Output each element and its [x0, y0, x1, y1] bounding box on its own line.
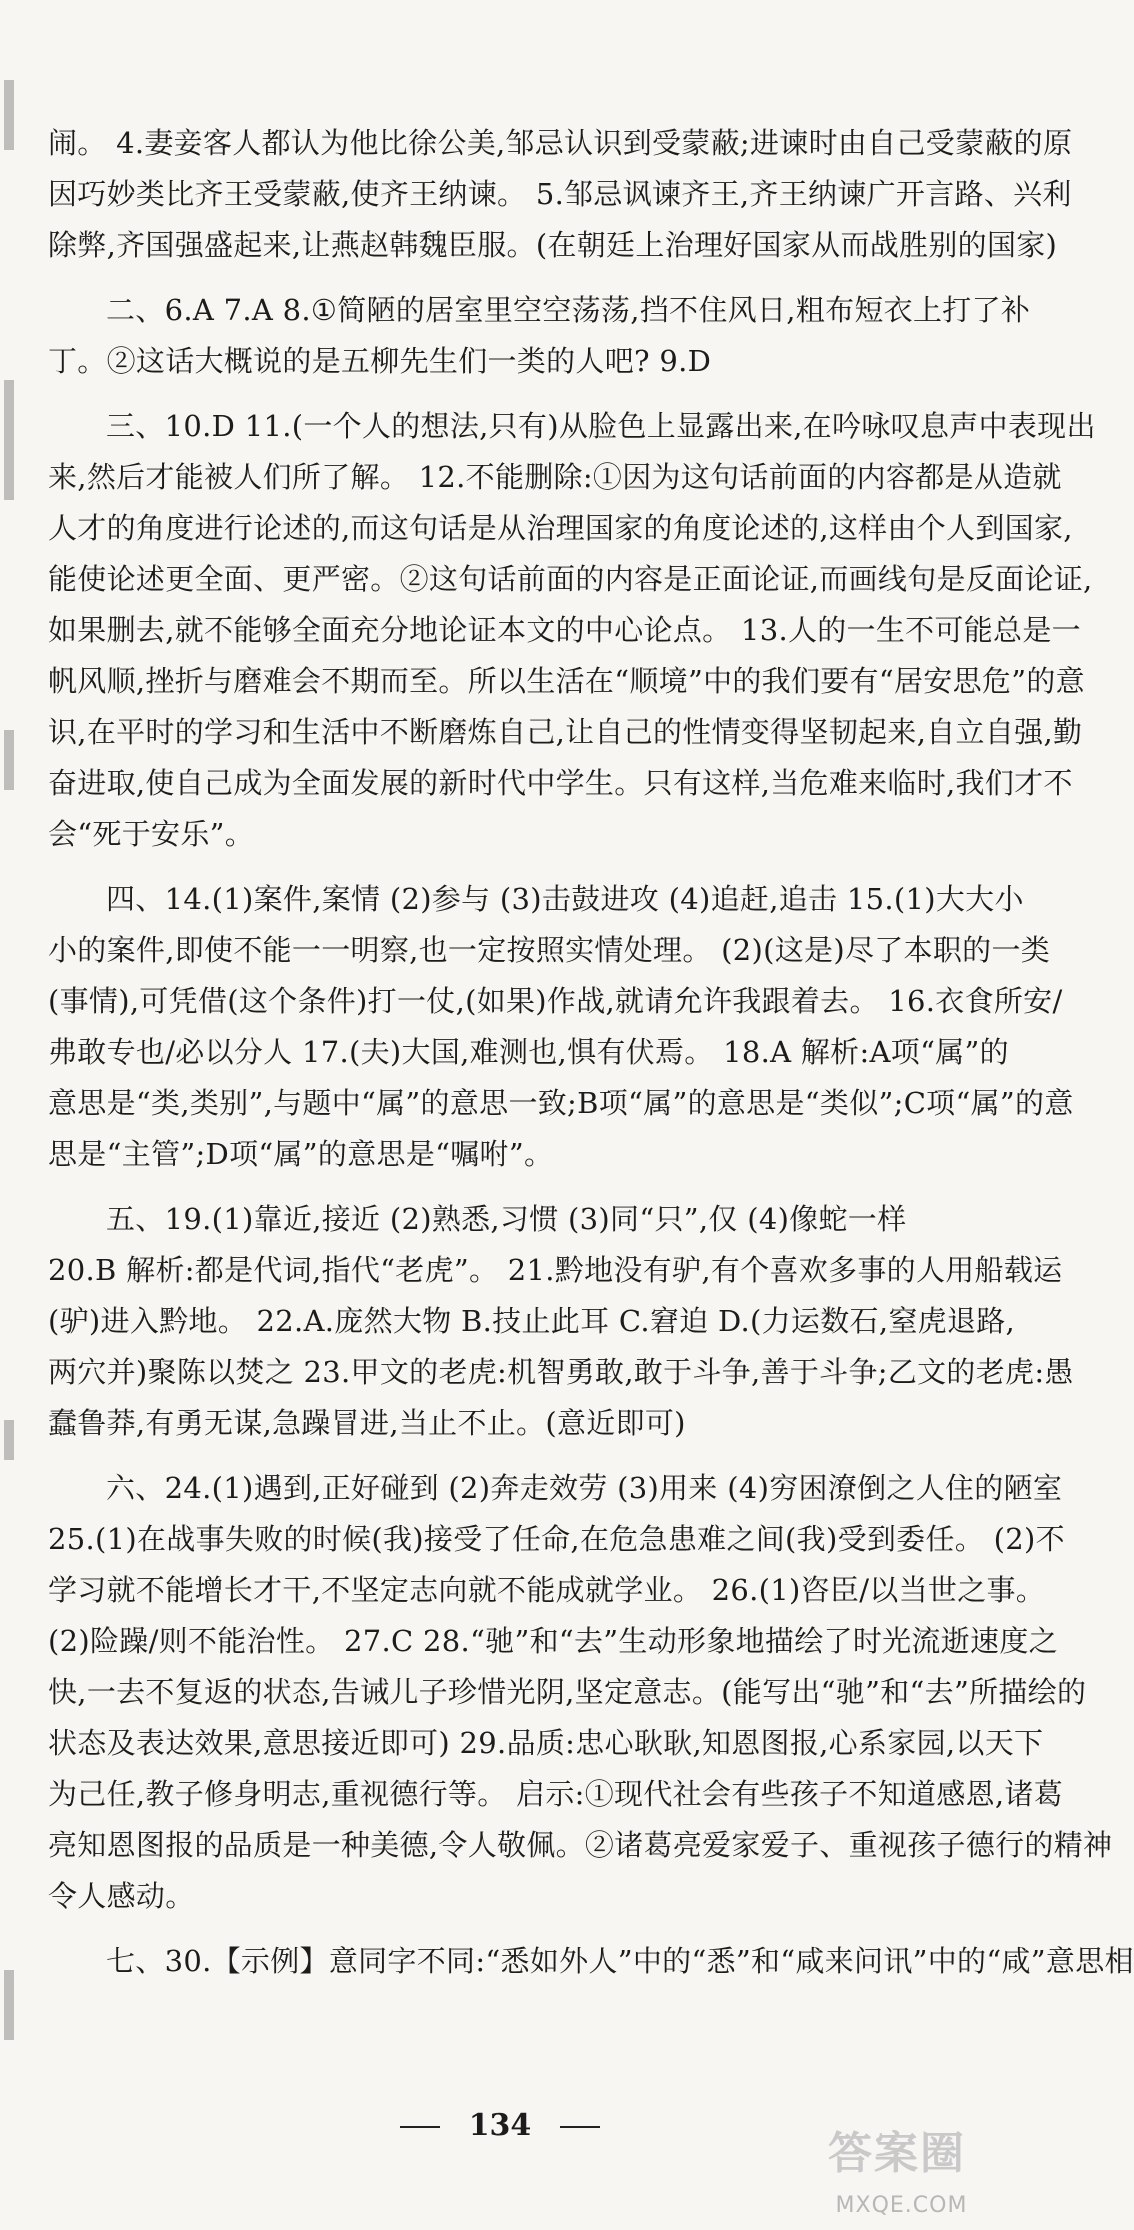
paragraph-section-2 [48, 285, 1031, 387]
text-line: 二、6.A 7.A 8.①简陋的居室里空空荡荡,挡不住风日,粗布短衣上打了补 [106, 293, 1031, 327]
watermark [820, 2124, 990, 2220]
text-line: (2)险躁/则不能治性。 27.C 28.“驰”和“去”生动形象地描绘了时光流逝速度之 [48, 1624, 1058, 1658]
text-line: 为己任,教子修身明志,重视德行等。 启示:①现代社会有些孩子不知道感恩,诸葛 [48, 1777, 1064, 1811]
text-line: 状态及表达效果,意思接近即可) 29.品质:忠心耿耿,知恩图报,心系家园,以天下 [48, 1726, 1044, 1760]
text-line: 识,在平时的学习和生活中不断磨炼自己,让自己的性情变得坚韧起来,自立自强,勤 [48, 715, 1083, 749]
footer-dash-right [560, 2126, 600, 2128]
text-line: 四、14.(1)案件,案情 (2)参与 (3)击鼓进攻 (4)追赶,追击 15.(1)大大小 [106, 882, 1024, 916]
edge-mark [4, 380, 14, 500]
text-line: 如果删去,就不能够全面充分地论证本文的中心论点。 13.人的一生不可能总是一 [48, 613, 1081, 647]
text-line: 思是“主管”;D项“属”的意思是“嘱咐”。 [48, 1137, 554, 1171]
text-line: 闹。 4.妻妾客人都认为他比徐公美,邹忌认识到受蒙蔽;进谏时由自己受蒙蔽的原 [48, 126, 1073, 160]
text-line: 因巧妙类比齐王受蒙蔽,使齐王纳谏。 5.邹忌讽谏齐王,齐王纳谏广开言路、兴利 [48, 177, 1072, 211]
text-line: 25.(1)在战事失败的时候(我)接受了任命,在危急患难之间(我)受到委任。 (2)不 [48, 1522, 1065, 1556]
text-line: 五、19.(1)靠近,接近 (2)熟悉,习惯 (3)同“只”,仅 (4)像蛇一样 [106, 1202, 907, 1236]
text-line: 亮知恩图报的品质是一种美德,令人敬佩。②诸葛亮爱家爱子、重视孩子德行的精神 [48, 1828, 1113, 1862]
text-line: 会“死于安乐”。 [48, 817, 255, 851]
text-line: 两穴并)聚陈以焚之 23.甲文的老虎:机智勇敢,敢于斗争,善于斗争;乙文的老虎:愚 [48, 1355, 1074, 1389]
text-line: 蠢鲁莽,有勇无谋,急躁冒进,当止不止。(意近即可) [48, 1406, 686, 1440]
text-line: 令人感动。 [48, 1879, 195, 1913]
edge-mark [4, 1970, 14, 2040]
page-number: 134 [468, 2108, 532, 2143]
text-line: 学习就不能增长才干,不坚定志向就不能成就学业。 26.(1)咨臣/以当世之事。 [48, 1573, 1046, 1607]
page-edge-shadow [0, 0, 22, 2230]
text-line: 20.B 解析:都是代词,指代“老虎”。 21.黔地没有驴,有个喜欢多事的人用船载运 [48, 1253, 1063, 1287]
text-line: 三、10.D 11.(一个人的想法,只有)从脸色上显露出来,在吟咏叹息声中表现出 [106, 409, 1096, 443]
paragraph-section-3 [48, 401, 1096, 860]
paragraph-section-1-cont [48, 118, 1073, 271]
paragraph-section-5 [48, 1194, 1074, 1449]
answer-text [48, 118, 1134, 2001]
text-line: (驴)进入黔地。 22.A.庞然大物 B.技止此耳 C.窘迫 D.(力运数石,窒虎退路, [48, 1304, 1016, 1338]
text-line: 六、24.(1)遇到,正好碰到 (2)奔走效劳 (3)用来 (4)穷困潦倒之人住的陋室 [106, 1471, 1063, 1505]
text-line: 帆风顺,挫折与磨难会不期而至。所以生活在“顺境”中的我们要有“居安思危”的意 [48, 664, 1085, 698]
text-line: 小的案件,即使不能一一明察,也一定按照实情处理。 (2)(这是)尽了本职的一类 [48, 933, 1051, 967]
text-line: 奋进取,使自己成为全面发展的新时代中学生。只有这样,当危难来临时,我们才不 [48, 766, 1073, 800]
text-line: 人才的角度进行论述的,而这句话是从治理国家的角度论述的,这样由个人到国家, [48, 511, 1073, 545]
text-line: 除弊,齐国强盛起来,让燕赵韩魏臣服。(在朝廷上治理好国家从而战胜别的国家) [48, 228, 1058, 262]
edge-mark [4, 80, 14, 150]
text-line: (事情),可凭借(这个条件)打一仗,(如果)作战,就请允许我跟着去。 16.衣食所安/ [48, 984, 1063, 1018]
text-line: 来,然后才能被人们所了解。 12.不能删除:①因为这句话前面的内容都是从造就 [48, 460, 1062, 494]
text-line: 意思是“类,类别”,与题中“属”的意思一致;B项“属”的意思是“类似”;C项“属”的意 [48, 1086, 1074, 1120]
paragraph-section-7 [48, 1936, 1134, 1987]
paragraph-section-6 [48, 1463, 1113, 1922]
paragraph-section-4 [48, 874, 1074, 1180]
watermark-url: MXQE.COM [835, 2193, 968, 2218]
text-line: 弗敢专也/必以分人 17.(夫)大国,难测也,惧有伏焉。 18.A 解析:A项“属”的 [48, 1035, 1009, 1069]
text-line: 七、30.【示例】意同字不同:“悉如外人”中的“悉”和“咸来问讯”中的“咸”意思相 [106, 1944, 1134, 1978]
watermark-logo: 答案圈 [828, 2128, 966, 2179]
text-line: 快,一去不复返的状态,告诫儿子珍惜光阴,坚定意志。(能写出“驰”和“去”所描绘的 [48, 1675, 1087, 1709]
text-line: 丁。②这话大概说的是五柳先生们一类的人吧? 9.D [48, 344, 712, 378]
edge-mark [4, 730, 14, 790]
text-line: 能使论述更全面、更严密。②这句话前面的内容是正面论证,而画线句是反面论证, [48, 562, 1093, 596]
footer-dash-left [400, 2126, 440, 2128]
edge-mark [4, 1420, 14, 1460]
